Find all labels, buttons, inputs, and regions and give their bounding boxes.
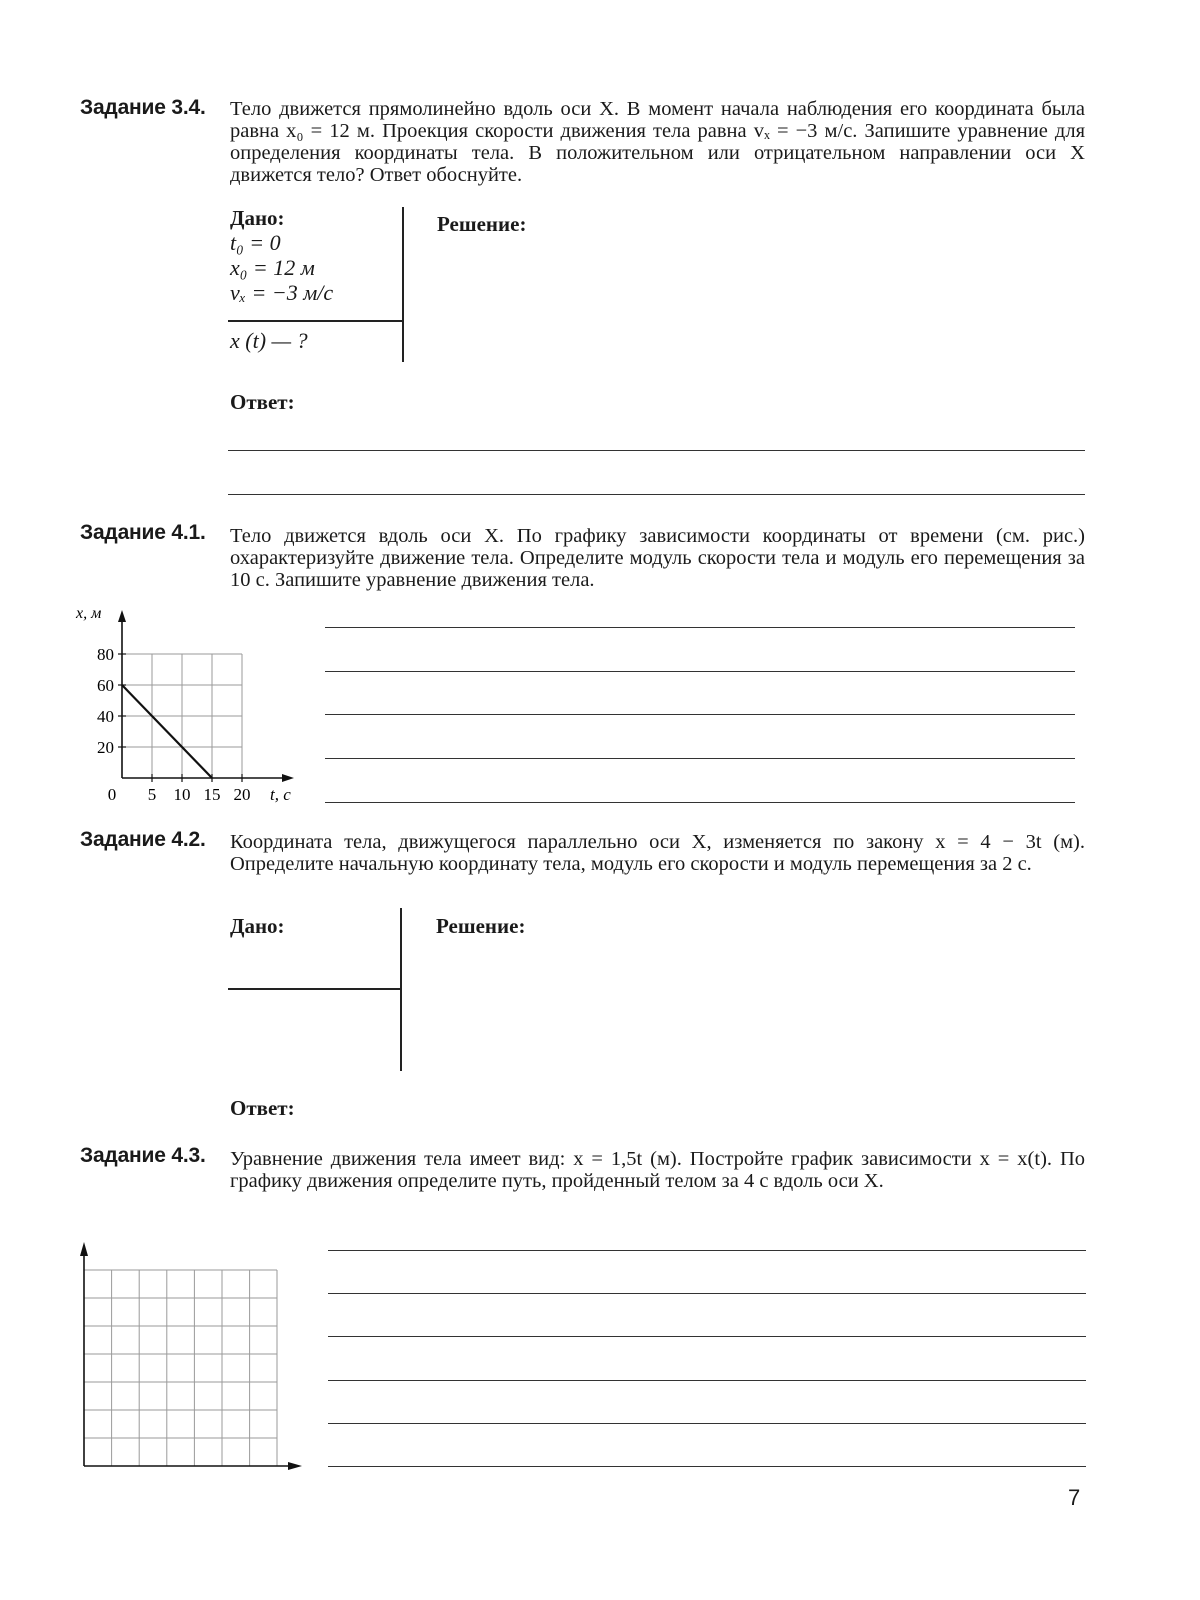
answer-line (325, 802, 1075, 803)
series-line (122, 685, 212, 778)
answer-heading: Ответ: (230, 390, 295, 414)
y-axis-arrow (118, 610, 126, 622)
x-tick-label: 20 (233, 785, 251, 804)
solution-heading: Решение: (437, 212, 527, 236)
position-time-chart (70, 610, 310, 810)
given-separator (228, 320, 403, 322)
answer-line (328, 1466, 1086, 1467)
y-tick-label: 40 (97, 707, 114, 726)
answer-line (328, 1336, 1086, 1337)
answer-line (325, 758, 1075, 759)
answer-line (325, 671, 1075, 672)
task-4-2-text: Координата тела, движущегося параллельно оси X, изменяется по закону x = 4 − 3t (м). Определите начальную координату тела, модуль его скорости и модуль перемещения за 2 с. (230, 831, 1085, 875)
given-separator (228, 988, 400, 990)
answer-line (325, 627, 1075, 628)
x-tick-label: 15 (203, 785, 221, 804)
page-number: 7 (1068, 1485, 1081, 1510)
task-4-1-text: Тело движется вдоль оси X. По графику зависимости координаты от времени (см. рис.) охарактеризуйте движение тела. Определите модуль скорости тела и модуль его перемещения за 10 с. Запишите уравнение движения тела. (230, 525, 1085, 591)
answer-line (328, 1293, 1086, 1294)
x-tick-label: 5 (147, 785, 157, 804)
given-t0: t₀ = 0 (230, 230, 281, 255)
given-solution-divider (400, 908, 402, 1071)
blank-graph-grid (72, 1240, 312, 1475)
given-solution-divider (402, 207, 404, 362)
answer-line (328, 1250, 1086, 1251)
given-vx: vₓ = −3 м/с (230, 280, 334, 305)
answer-line (325, 714, 1075, 715)
task-3-4-text: Тело движется прямолинейно вдоль оси X. В момент начала наблюдения его координата была равна x₀ = 12 м. Проекция скорости движения тела равна vₓ = −3 м/с. Запишите уравнение для определения координаты тела. В положительном или отрицательном направлении оси X движется тело? Ответ обоснуйте. (230, 98, 1085, 186)
answer-line (328, 1423, 1086, 1424)
y-tick-label: 80 (97, 645, 114, 664)
given-x0: x₀ = 12 м (230, 255, 315, 280)
y-tick-label: 20 (97, 738, 114, 757)
y-axis-label: x, м (76, 610, 102, 622)
y-tick-label: 60 (97, 676, 114, 695)
answer-heading: Ответ: (230, 1096, 295, 1120)
find-quantity: x (t) — ? (230, 328, 308, 353)
answer-line (228, 450, 1085, 451)
task-4-3-text: Уравнение движения тела имеет вид: x = 1,5t (м). Постройте график зависимости x = x(t). По графику движения определите путь, пройденный телом за 4 с вдоль оси X. (230, 1148, 1085, 1192)
x-axis-label: t, с (270, 785, 291, 804)
task-3-4-label: Задание 3.4. (80, 96, 206, 119)
solution-heading: Решение: (436, 914, 526, 938)
task-4-1-label: Задание 4.1. (80, 521, 206, 544)
x-tick-label: 0 (107, 785, 117, 804)
x-axis-arrow (282, 774, 294, 782)
task-4-3-label: Задание 4.3. (80, 1144, 206, 1167)
given-heading: Дано: (230, 914, 285, 938)
task-4-2-label: Задание 4.2. (80, 828, 206, 851)
x-tick-label: 10 (173, 785, 191, 804)
answer-line (328, 1380, 1086, 1381)
given-heading: Дано: (230, 206, 285, 230)
answer-line (228, 494, 1085, 495)
